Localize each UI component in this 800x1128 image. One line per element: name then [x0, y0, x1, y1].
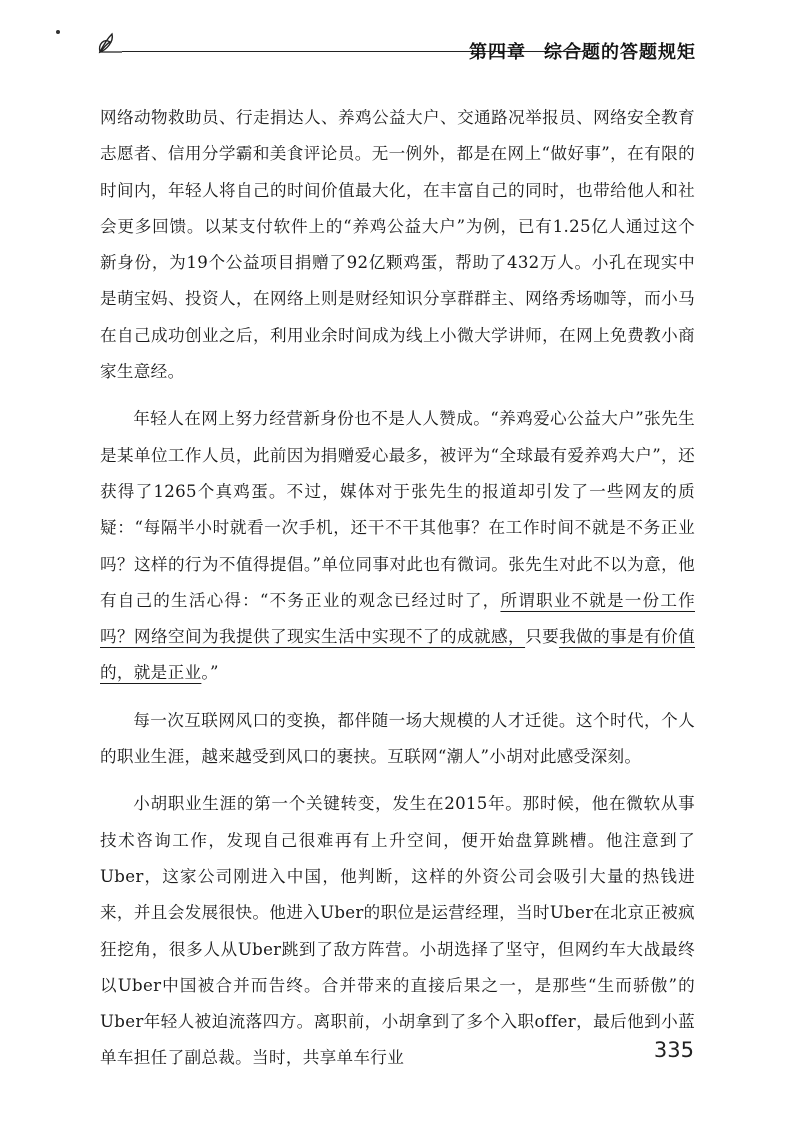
chapter-title: 综合题的答题规矩: [544, 42, 696, 63]
running-header: [96, 30, 696, 70]
paragraph-3: 每一次互联网风口的变换，都伴随一场大规模的人才迁徙。这个时代，个人的职业生涯，越来越受到风口的裹挟。互联网“潮人”小胡对此感受深刻。: [100, 710, 695, 767]
paragraph-2-text-end: 。”: [201, 663, 219, 683]
paragraph-2-text: 年轻人在网上努力经营新身份也不是人人赞成。“养鸡爱心公益大户”张先生是某单位工作人员，此前因为捐赠爱心最多，被评为“全球最有爱养鸡大户”，还获得了1265个真鸡蛋。不过，媒体对于张先生的报道却引发了一些网友的质疑：“每隔半小时就看一次手机，还干不干其他事？在工作时间不就是不务正业吗？这样的行为不值得提倡。”单位同事对此也有微词。张先生对此不以为意，他有自己的生活心得：“不务正业的观念已经过时了，: [100, 409, 695, 610]
paragraph-4: 小胡职业生涯的第一个关键转变，发生在2015年。那时候，他在微软从事技术咨询工作，发现自己很难再有上升空间，便开始盘算跳槽。他注意到了Uber，这家公司刚进入中国，他判断，这样的外资公司会吸引大量的热钱进来，并且会发展很快。他进入Uber的职位是运营经理，当时Uber在北京正被疯狂挖角，很多人从Uber跳到了敌方阵营。小胡选择了坚守，但网约车大战最终以Uber中国被合并而告终。合并带来的直接后果之一，是那些“生而骄傲”的Uber年轻人被迫流落四方。离职前，小胡拿到了多个入职offer，最后他到小蓝单车担任了副总裁。当时，共享单车行业: [100, 794, 695, 1068]
chapter-number: 第四章: [469, 42, 526, 63]
underlined-passage-1: 所谓职业不就是一份工作吗？网络空间为我提供了现实生活中实现不了的成就感，: [100, 590, 695, 647]
paragraph-1: 网络动物救助员、行走捐达人、养鸡公益大户、交通路况举报员、网络安全教育志愿者、信用分学霸和美食评论员。无一例外，都是在网上“做好事”，在有限的时间内，年轻人将自己的时间价值最大化，在丰富自己的同时，也带给他人和社会更多回馈。以某支付软件上的“养鸡公益大户”为例，已有1.25亿人通过这个新身份，为19个公益项目捐赠了92亿颗鸡蛋，帮助了432万人。小孔在现实中是萌宝妈、投资人，在网络上则是财经知识分享群群主、网络秀场咖等，而小马在自己成功创业之后，利用业余时间成为线上小微大学讲师，在网上免费教小商家生意经。: [100, 108, 695, 382]
page-number: 335: [653, 1038, 694, 1062]
paragraph-2-text-mid: 只要: [525, 627, 560, 647]
paragraph-2: [100, 401, 695, 691]
underlined-passage-2: 我做的事是有价值的，就是正业: [100, 627, 696, 683]
leaf-ornament-icon: [96, 30, 126, 60]
body-text: [100, 100, 695, 1088]
scan-speck: [56, 30, 60, 34]
chapter-heading: [469, 38, 696, 64]
